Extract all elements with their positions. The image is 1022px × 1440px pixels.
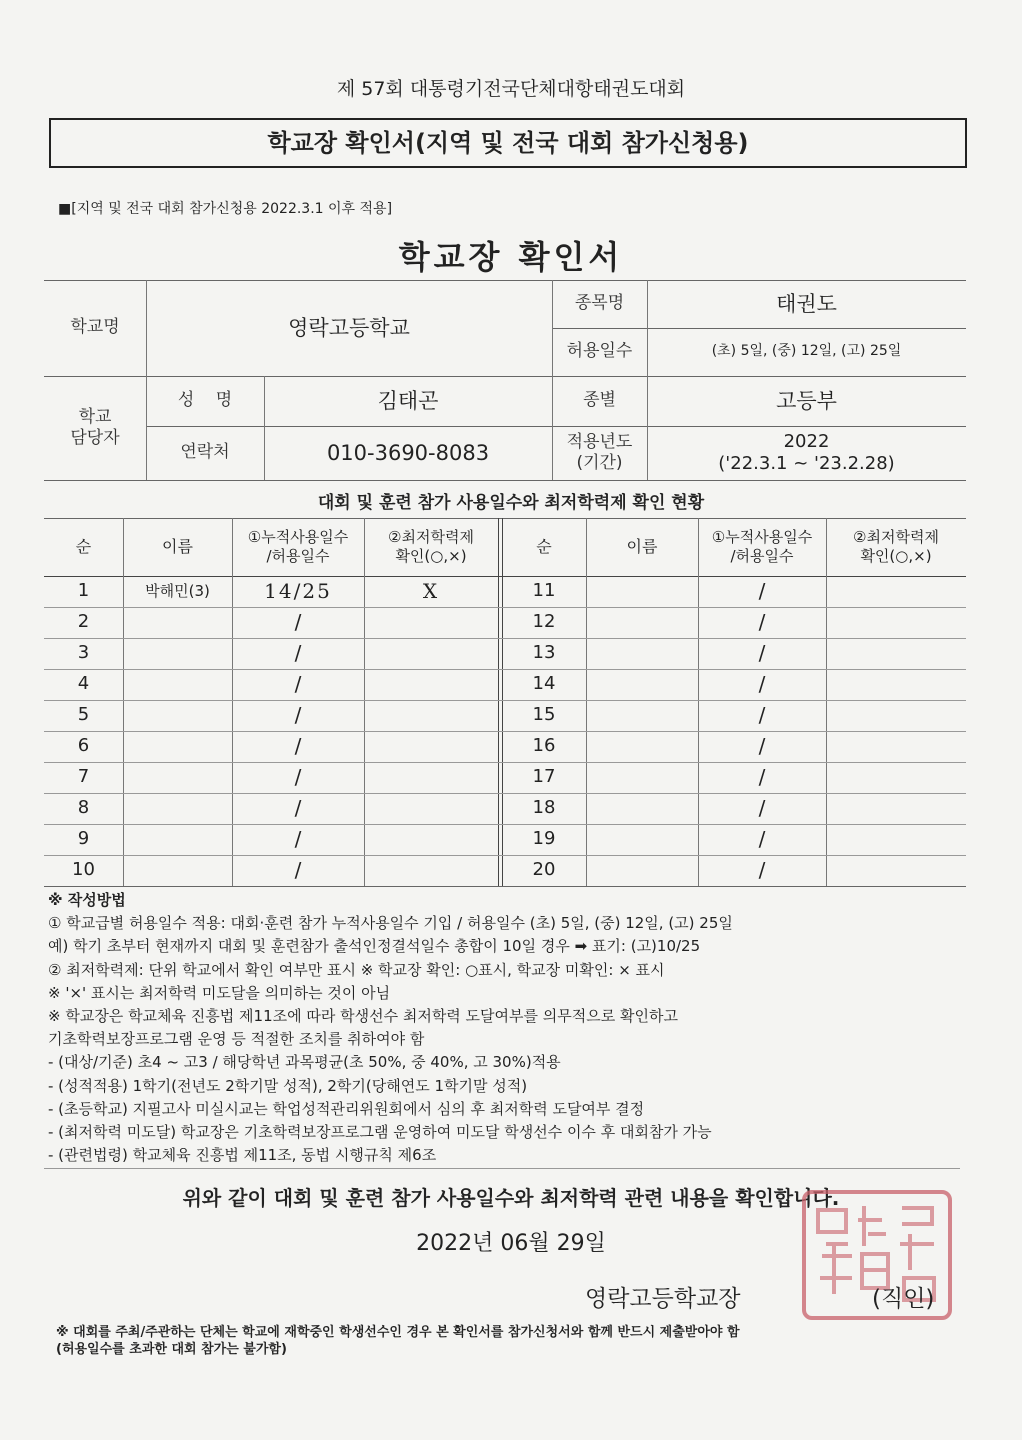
minimum-grade-check <box>364 762 498 793</box>
col-header-no: 순 <box>536 537 552 556</box>
minimum-grade-check <box>364 700 498 731</box>
student-name <box>586 793 698 824</box>
student-name <box>123 793 232 824</box>
guide-line: - (대상/기준) 초4 ~ 고3 / 해당학년 과목평균(초 50%, 중 40%, 고 30%)적용 <box>48 1053 561 1072</box>
student-name <box>586 731 698 762</box>
row-number: 12 <box>532 611 556 633</box>
minimum-grade-check <box>826 855 966 886</box>
row-number: 10 <box>72 859 95 881</box>
days-used: / <box>294 796 302 820</box>
minimum-grade-check <box>364 638 498 669</box>
student-name <box>123 607 232 638</box>
row-number: 6 <box>77 735 90 757</box>
applicability-note: ■[지역 및 전국 대회 참가신청용 2022.3.1 이후 적용] <box>58 201 393 217</box>
minimum-grade-check <box>364 669 498 700</box>
minimum-grade-check <box>826 700 966 731</box>
row-number: 18 <box>532 797 556 819</box>
row-number: 14 <box>532 673 556 695</box>
student-name: 박해민(3) <box>145 582 210 601</box>
row-number: 15 <box>532 704 556 726</box>
manager-name-value: 김태곤 <box>377 388 439 413</box>
minimum-grade-check <box>364 855 498 886</box>
division-value: 고등부 <box>776 388 837 413</box>
student-name <box>586 700 698 731</box>
days-used: / <box>758 641 766 665</box>
row-number: 8 <box>77 797 90 819</box>
col-header-name: 이름 <box>626 537 658 556</box>
days-used: / <box>294 641 302 665</box>
col-header-days: ①누적사용일수 /허용일수 <box>247 528 349 565</box>
guide-line: - (초등학교) 지필고사 미실시교는 학업성적관리위원회에서 심의 후 최저학력 도달여부 결정 <box>48 1099 645 1118</box>
days-used: 14/25 <box>264 579 332 603</box>
row-number: 5 <box>77 704 90 726</box>
student-name <box>586 669 698 700</box>
contact-value: 010-3690-8083 <box>326 440 490 465</box>
minimum-grade-check <box>826 669 966 700</box>
guide-line: ② 최저학력제: 단위 학교에서 확인 여부만 표시 ※ 학교장 확인: ○표시, 학교장 미확인: × 표시 <box>48 960 665 979</box>
writing-guide <box>48 889 978 1167</box>
allowed-days-value: (초) 5일, (중) 12일, (고) 25일 <box>711 343 902 360</box>
guide-line: - (최저학력 미도달) 학교장은 기초학력보장프로그램 운영하여 미도달 학생선수 이수 후 대회참가 가능 <box>48 1123 712 1142</box>
student-name <box>586 824 698 855</box>
row-number: 7 <box>77 766 90 788</box>
guide-line: 예) 학기 초부터 현재까지 대회 및 훈련참가 출석인정결석일수 총합이 10일 경우 ➡ 표기: (고)10/25 <box>48 937 701 956</box>
row-number: 16 <box>532 735 556 757</box>
minimum-grade-check <box>826 793 966 824</box>
days-used: / <box>758 579 766 603</box>
guide-line: - (성적적용) 1학기(전년도 2학기말 성적), 2학기(당해연도 1학기말 성적) <box>48 1076 528 1095</box>
days-used: / <box>758 796 766 820</box>
minimum-grade-check: X <box>422 579 440 603</box>
guide-line: ※ '×' 표시는 최저학력 미도달을 의미하는 것이 아님 <box>48 983 391 1002</box>
manager-name-label: 성 명 <box>177 390 233 411</box>
minimum-grade-check <box>826 824 966 855</box>
col-header-no: 순 <box>75 537 92 556</box>
col-header-days: ①누적사용일수 /허용일수 <box>711 528 813 565</box>
days-used: / <box>758 672 766 696</box>
student-name <box>586 576 698 607</box>
guide-line: 기초학력보장프로그램 운영 등 적절한 조치를 취하여야 함 <box>48 1030 425 1049</box>
days-used: / <box>758 827 766 851</box>
student-name <box>123 855 232 886</box>
days-used: / <box>758 734 766 758</box>
year-label: 적용년도 (기간) <box>566 431 633 473</box>
row-number: 9 <box>77 828 90 850</box>
guide-heading: ※ 작성방법 <box>48 891 126 909</box>
row-number: 3 <box>77 642 90 664</box>
event-title: 제 57회 대통령기전국단체대항태권도대회 <box>336 78 686 100</box>
student-name <box>123 669 232 700</box>
row-number: 17 <box>532 766 556 788</box>
minimum-grade-check <box>364 793 498 824</box>
student-name <box>123 638 232 669</box>
student-name <box>123 824 232 855</box>
row-number: 11 <box>532 580 556 602</box>
school-name-label: 학교명 <box>70 317 120 338</box>
row-number: 2 <box>77 611 90 633</box>
sport-value: 태권도 <box>776 291 837 316</box>
manager-label: 학교 담당자 <box>70 406 120 448</box>
principal-name: 영락고등학교장 <box>585 1286 741 1312</box>
guide-line: ① 학교급별 허용일수 적용: 대회·훈련 참가 누적사용일수 기입 / 허용일수 (초) 5일, (중) 12일, (고) 25일 <box>48 914 733 933</box>
issue-date: 2022년 06월 29일 <box>416 1231 606 1256</box>
row-number: 1 <box>77 580 90 602</box>
student-name <box>123 762 232 793</box>
days-used: / <box>294 827 302 851</box>
minimum-grade-check <box>826 762 966 793</box>
row-number: 13 <box>532 642 556 664</box>
row-number: 20 <box>532 859 556 881</box>
student-name <box>586 638 698 669</box>
minimum-grade-check <box>826 607 966 638</box>
days-used: / <box>294 765 302 789</box>
minimum-grade-check <box>364 731 498 762</box>
minimum-grade-check <box>364 607 498 638</box>
days-used: / <box>294 858 302 882</box>
guide-line: - (관련법령) 학교체육 진흥법 제11조, 동법 시행규칙 제6조 <box>48 1146 437 1165</box>
days-used: / <box>758 765 766 789</box>
days-used: / <box>758 703 766 727</box>
page-title: 학교장 확인서 <box>398 238 624 276</box>
contact-label: 연락처 <box>180 442 230 463</box>
days-used: / <box>758 610 766 634</box>
footnote <box>56 1324 740 1358</box>
col-header-name: 이름 <box>162 537 193 556</box>
guide-line: ※ 학교장은 학교체육 진흥법 제11조에 따라 학생선수 최저학력 도달여부를 의무적으로 확인하고 <box>48 1007 678 1026</box>
allowed-days-label: 허용일수 <box>566 341 633 362</box>
student-name <box>586 762 698 793</box>
year-value: 2022 ('22.3.1 ~ '23.2.28) <box>718 430 895 474</box>
footnote-line: (허용일수를 초과한 대회 참가는 불가함) <box>56 1342 287 1357</box>
minimum-grade-check <box>826 731 966 762</box>
days-used: / <box>294 672 302 696</box>
student-name <box>123 700 232 731</box>
days-used: / <box>294 734 302 758</box>
minimum-grade-check <box>826 576 966 607</box>
days-used: / <box>294 703 302 727</box>
seal-label: (직인) <box>872 1286 935 1312</box>
form-banner-title: 학교장 확인서(지역 및 전국 대회 참가신청용) <box>49 118 967 168</box>
row-number: 19 <box>532 828 556 850</box>
minimum-grade-check <box>826 638 966 669</box>
division-label: 종별 <box>583 390 616 411</box>
row-number: 4 <box>77 673 90 695</box>
days-used: / <box>758 858 766 882</box>
student-name <box>123 731 232 762</box>
col-header-check: ②최저학력제 확인(○,×) <box>388 528 474 565</box>
student-name <box>586 855 698 886</box>
confirmation-statement: 위와 같이 대회 및 훈련 참가 사용일수와 최저학력 관련 내용을 확인합니다. <box>182 1186 840 1210</box>
col-header-check: ②최저학력제 확인(○,×) <box>853 528 939 565</box>
school-name-value: 영락고등학교 <box>288 315 410 340</box>
sport-label: 종목명 <box>574 293 625 314</box>
days-used: / <box>294 610 302 634</box>
section-title: 대회 및 훈련 참가 사용일수와 최저학력제 확인 현황 <box>317 493 705 513</box>
student-name <box>586 607 698 638</box>
minimum-grade-check <box>364 824 498 855</box>
footnote-line: ※ 대회를 주최/주관하는 단체는 학교에 재학중인 학생선수인 경우 본 확인서를 참가신청서와 함께 반드시 제출받아야 함 <box>56 1325 740 1340</box>
